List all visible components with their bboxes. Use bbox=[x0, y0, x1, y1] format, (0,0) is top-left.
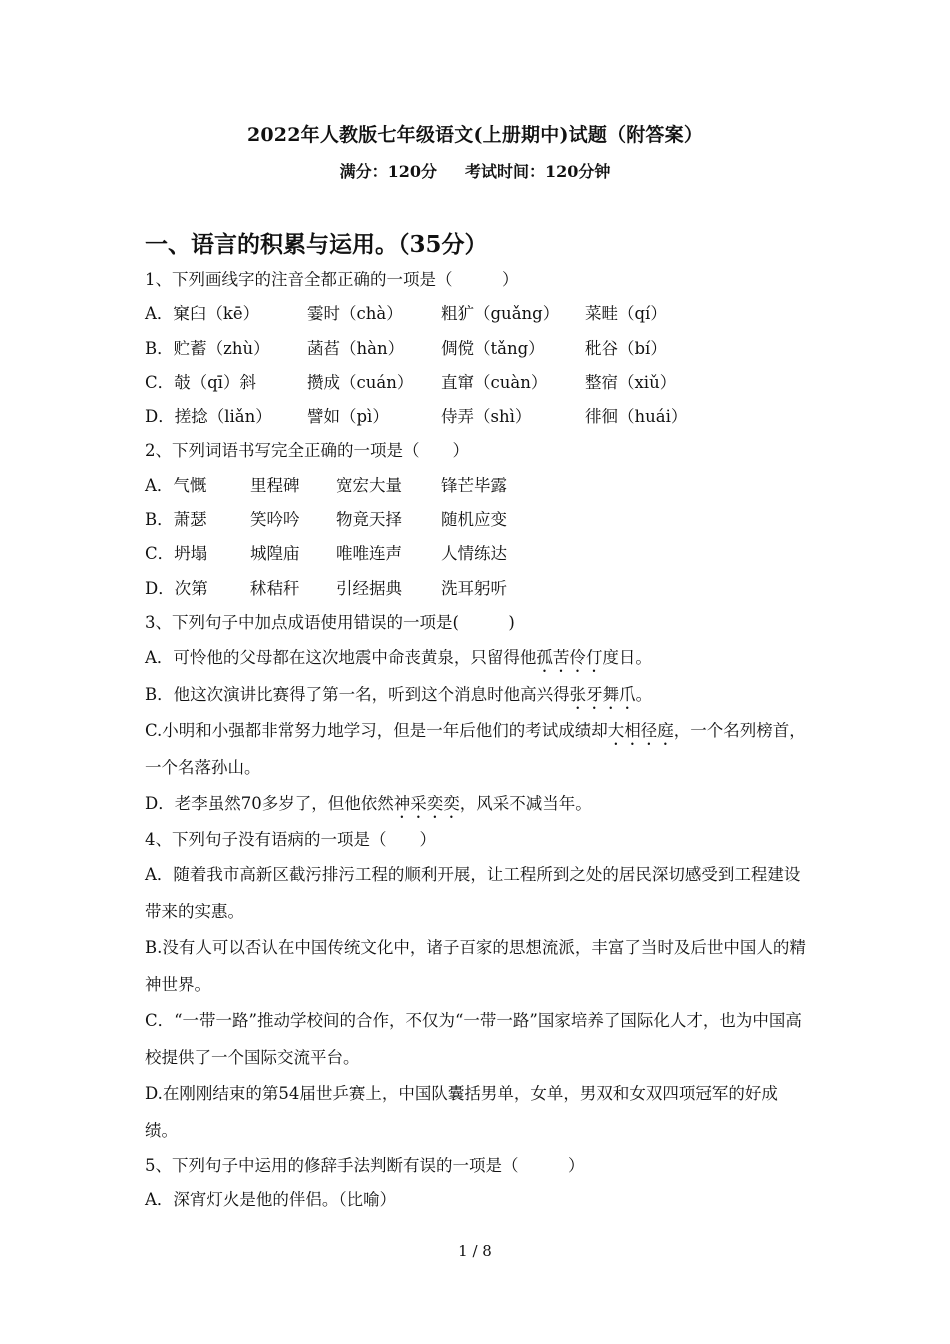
option-cell: C．攲（qī）斜 bbox=[145, 372, 256, 392]
option-cell: 锋芒毕露 bbox=[441, 475, 507, 495]
questions bbox=[145, 263, 810, 1218]
option-cell: 霎时（chà） bbox=[307, 304, 403, 324]
question-4-option-b: B.没有人可以否认在中国传统文化中，诸子百家的思想流派，丰富了当时及后世中国人的精神世界。 bbox=[145, 938, 806, 994]
option-cell: A．窠臼（kē） bbox=[145, 304, 260, 324]
option-cell: 菡萏（hàn） bbox=[307, 338, 405, 358]
option-cell: 物竟天择 bbox=[336, 510, 402, 530]
page-number: 1 / 8 bbox=[458, 1242, 492, 1260]
page-title: 2022年人教版七年级语文(上册期中)试题（附答案） bbox=[246, 124, 704, 146]
question-5-option-a: A．深宵灯火是他的伴侣。（比喻） bbox=[145, 1190, 397, 1210]
question-4-option-a: A．随着我市高新区截污排污工程的顺利开展，让工程所到之处的居民深切感受到工程建设带来的实惠。 bbox=[145, 865, 801, 921]
dotted-idiom: 张牙舞爪 bbox=[569, 684, 636, 704]
section-heading: 一、语言的积累与运用。（35分） bbox=[145, 231, 488, 258]
dotted-idiom: 神采奕奕 bbox=[393, 794, 460, 814]
option-text: A．可怜他的父母都在这次地震中命丧黄泉，只留得他 bbox=[145, 648, 537, 668]
question-2-stem: 2、下列词语书写完全正确的一项是（ ） bbox=[145, 441, 469, 461]
option-cell: 唯唯连声 bbox=[336, 544, 402, 564]
option-cell: 粗犷（guǎng） bbox=[441, 304, 560, 324]
question-4-stem: 4、下列句子没有语病的一项是（ ） bbox=[145, 829, 436, 849]
option-cell: 倜傥（tǎng） bbox=[441, 338, 545, 358]
option-cell: 洗耳躬听 bbox=[441, 578, 507, 598]
option-text: 度日。 bbox=[602, 648, 652, 668]
exam-time: 考试时间：120分钟 bbox=[465, 162, 611, 181]
option-cell: 攒成（cuán） bbox=[307, 372, 414, 392]
option-cell: B．萧瑟 bbox=[145, 510, 207, 530]
option-cell: 城隍庙 bbox=[250, 544, 300, 564]
option-cell: 引经据典 bbox=[336, 578, 402, 598]
question-2-option-d bbox=[145, 572, 810, 606]
question-5-stem: 5、下列句子中运用的修辞手法判断有误的一项是（ ） bbox=[145, 1156, 585, 1176]
option-cell: 秕谷（bí） bbox=[585, 338, 667, 358]
question-1-option-b bbox=[145, 332, 810, 366]
option-cell: 菜畦（qí） bbox=[585, 304, 667, 324]
option-cell: D．次第 bbox=[145, 578, 208, 598]
option-text: ，一个名列榜首，一个名落孙山。 bbox=[145, 721, 806, 777]
option-cell: 人情练达 bbox=[441, 544, 507, 564]
question-2-option-b bbox=[145, 503, 810, 537]
option-text: ，风采不减当年。 bbox=[459, 794, 592, 814]
option-cell: 譬如（pì） bbox=[307, 407, 389, 427]
option-cell: 笑吟吟 bbox=[250, 510, 300, 530]
question-4-option-c: C．“一带一路”推动学校间的合作，不仅为“一带一路”国家培养了国际化人才，也为中国高校提供了一个国际交流平台。 bbox=[145, 1011, 802, 1067]
option-cell: 直窜（cuàn） bbox=[441, 372, 548, 392]
option-text: B．他这次演讲比赛得了第一名，听到这个消息时他高兴得 bbox=[145, 684, 570, 704]
option-cell: A．气慨 bbox=[145, 475, 207, 495]
option-cell: B．贮蓄（zhù） bbox=[145, 338, 270, 358]
option-cell: 随机应变 bbox=[441, 510, 507, 530]
exam-info bbox=[0, 159, 950, 182]
question-2-option-c bbox=[145, 537, 810, 571]
question-3-option-b bbox=[145, 677, 810, 714]
question-1-stem: 1、下列画线字的注音全都正确的一项是（ ） bbox=[145, 270, 519, 289]
question-3-option-a bbox=[145, 640, 810, 677]
option-text: D．老李虽然70多岁了，但他依然 bbox=[145, 794, 394, 814]
option-cell: 侍弄（shì） bbox=[441, 407, 532, 427]
question-1-option-d bbox=[145, 400, 810, 434]
question-4-option-d: D.在刚刚结束的第54届世乒赛上，中国队囊括男单，女单，男双和女双四项冠军的好成绩。 bbox=[145, 1084, 778, 1140]
option-cell: C．坍塌 bbox=[145, 544, 208, 564]
option-cell: 整宿（xiǔ） bbox=[585, 372, 677, 392]
option-text: 。 bbox=[635, 684, 653, 704]
option-cell: 里程碑 bbox=[250, 475, 300, 495]
full-score: 满分：120分 bbox=[339, 162, 437, 181]
dotted-idiom: 大相径庭 bbox=[607, 721, 674, 741]
question-3-option-d bbox=[145, 786, 810, 823]
question-1-option-c bbox=[145, 366, 810, 400]
option-cell: 宽宏大量 bbox=[336, 475, 402, 495]
question-3-option-c bbox=[145, 713, 810, 786]
option-text: C.小明和小强都非常努力地学习，但是一年后他们的考试成绩却 bbox=[145, 721, 608, 741]
option-cell: D．搓捻（liǎn） bbox=[145, 407, 272, 427]
option-cell: 徘徊（huái） bbox=[585, 407, 688, 427]
question-2-option-a bbox=[145, 469, 810, 503]
dotted-idiom: 孤苦伶仃 bbox=[536, 648, 603, 668]
option-cell: 秫秸秆 bbox=[250, 578, 300, 598]
question-1-option-a bbox=[145, 297, 810, 331]
question-3-stem: 3、下列句子中加点成语使用错误的一项是( ) bbox=[145, 612, 515, 632]
